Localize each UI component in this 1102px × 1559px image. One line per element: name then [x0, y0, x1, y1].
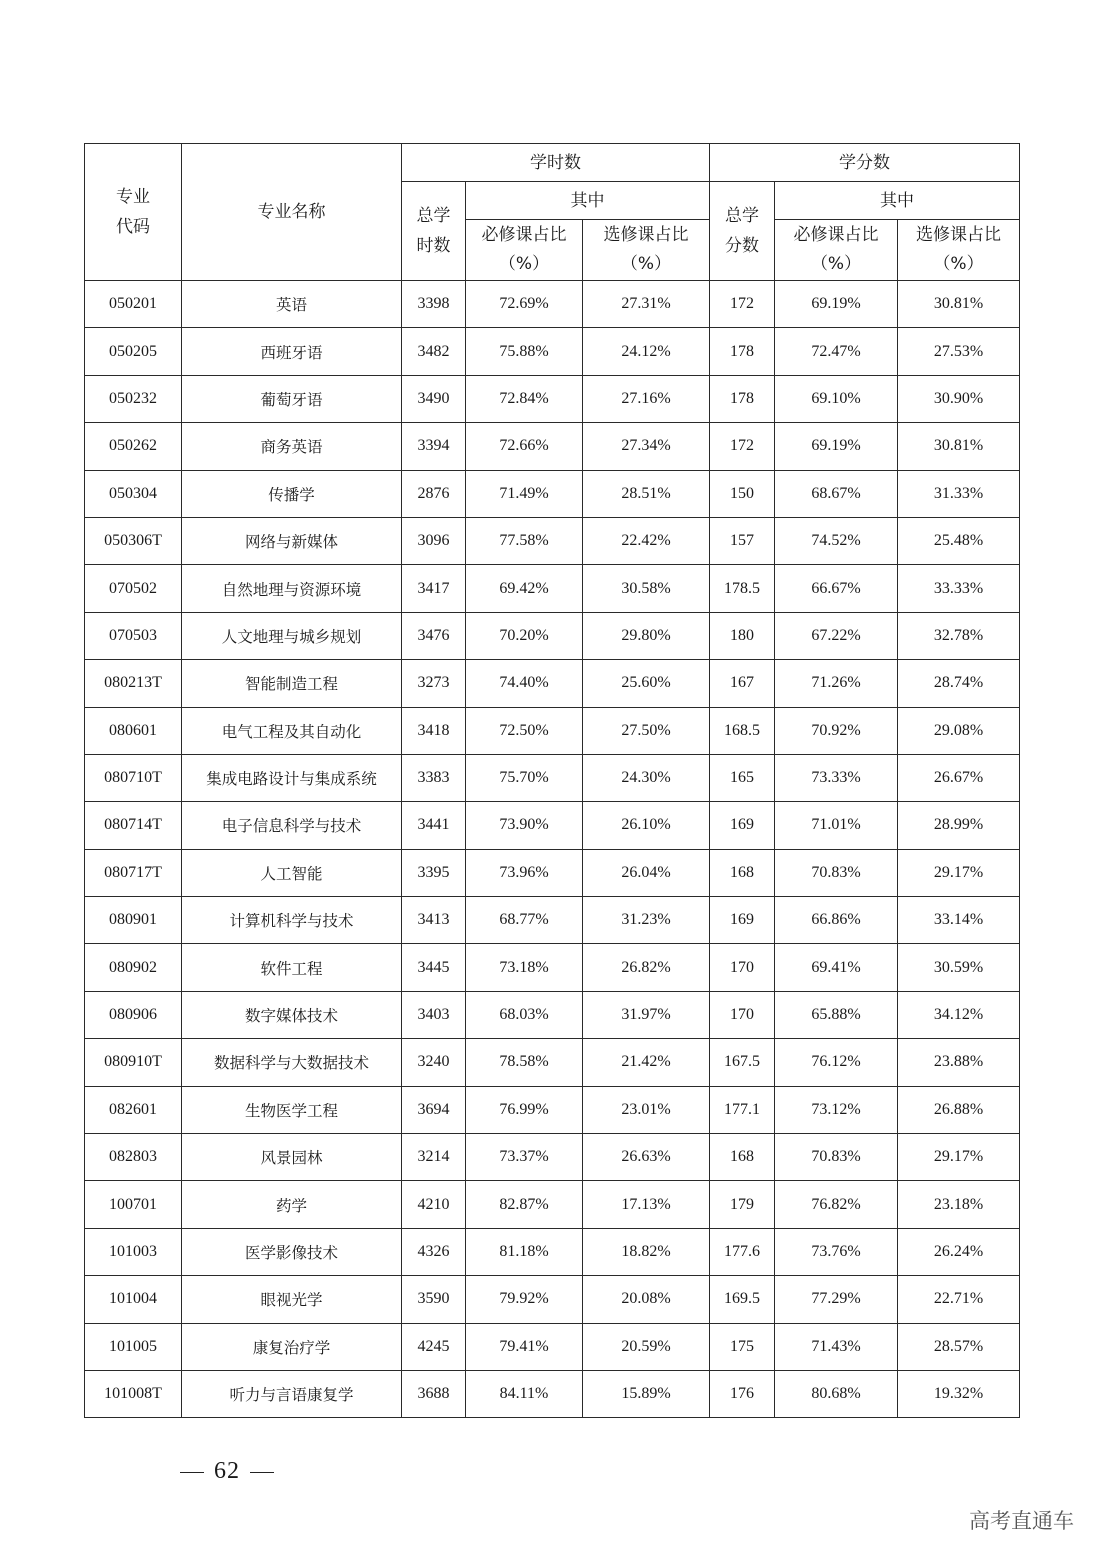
cell-hours-required: 78.58%	[466, 1039, 583, 1086]
table-row	[85, 375, 1020, 422]
cell-hours-elective: 26.04%	[583, 849, 710, 896]
cell-credits-required: 69.19%	[775, 281, 898, 328]
cell-name: 软件工程	[182, 944, 402, 991]
cell-name: 自然地理与资源环境	[182, 565, 402, 612]
cell-name: 人文地理与城乡规划	[182, 612, 402, 659]
table-row	[85, 754, 1020, 801]
cell-credits-total: 169	[710, 897, 775, 944]
header-hours-elective: 选修课占比 （%）	[583, 220, 710, 281]
cell-credits-required: 70.83%	[775, 849, 898, 896]
curriculum-table	[84, 143, 1020, 1418]
cell-hours-required: 76.99%	[466, 1086, 583, 1133]
cell-hours-total: 3403	[402, 991, 466, 1038]
cell-credits-required: 72.47%	[775, 328, 898, 375]
table-row	[85, 328, 1020, 375]
cell-name: 网络与新媒体	[182, 517, 402, 564]
cell-name: 英语	[182, 281, 402, 328]
cell-hours-total: 4326	[402, 1228, 466, 1275]
table-row	[85, 849, 1020, 896]
cell-credits-required: 66.86%	[775, 897, 898, 944]
cell-hours-required: 73.37%	[466, 1134, 583, 1181]
cell-credits-required: 65.88%	[775, 991, 898, 1038]
cell-hours-total: 3395	[402, 849, 466, 896]
cell-hours-elective: 25.60%	[583, 660, 710, 707]
cell-hours-required: 82.87%	[466, 1181, 583, 1228]
header-hours-of-which: 其中	[466, 182, 710, 220]
table-row	[85, 1039, 1020, 1086]
cell-hours-elective: 20.59%	[583, 1323, 710, 1370]
cell-code: 070502	[85, 565, 182, 612]
cell-credits-elective: 29.17%	[898, 1134, 1020, 1181]
cell-name: 康复治疗学	[182, 1323, 402, 1370]
cell-credits-elective: 29.17%	[898, 849, 1020, 896]
header-name: 专业名称	[182, 144, 402, 281]
cell-hours-elective: 23.01%	[583, 1086, 710, 1133]
cell-hours-elective: 26.82%	[583, 944, 710, 991]
cell-hours-elective: 31.23%	[583, 897, 710, 944]
cell-credits-total: 168	[710, 1134, 775, 1181]
table-row	[85, 423, 1020, 470]
cell-hours-elective: 22.42%	[583, 517, 710, 564]
cell-credits-required: 71.01%	[775, 802, 898, 849]
cell-hours-elective: 26.63%	[583, 1134, 710, 1181]
cell-credits-total: 176	[710, 1370, 775, 1417]
cell-credits-total: 170	[710, 991, 775, 1038]
cell-hours-total: 3240	[402, 1039, 466, 1086]
cell-code: 080902	[85, 944, 182, 991]
cell-credits-elective: 27.53%	[898, 328, 1020, 375]
cell-credits-total: 178	[710, 375, 775, 422]
cell-credits-elective: 33.14%	[898, 897, 1020, 944]
cell-credits-elective: 30.90%	[898, 375, 1020, 422]
header-hours-group: 学时数	[402, 144, 710, 182]
cell-code: 100701	[85, 1181, 182, 1228]
cell-credits-total: 167	[710, 660, 775, 707]
cell-code: 082601	[85, 1086, 182, 1133]
cell-credits-elective: 23.88%	[898, 1039, 1020, 1086]
cell-hours-elective: 18.82%	[583, 1228, 710, 1275]
cell-credits-required: 68.67%	[775, 470, 898, 517]
cell-credits-required: 73.33%	[775, 754, 898, 801]
cell-hours-total: 4245	[402, 1323, 466, 1370]
cell-credits-required: 71.43%	[775, 1323, 898, 1370]
cell-name: 药学	[182, 1181, 402, 1228]
cell-credits-required: 69.10%	[775, 375, 898, 422]
table-row	[85, 1276, 1020, 1323]
table-row	[85, 660, 1020, 707]
cell-code: 101004	[85, 1276, 182, 1323]
cell-credits-elective: 30.81%	[898, 281, 1020, 328]
cell-name: 数字媒体技术	[182, 991, 402, 1038]
page-footer	[170, 1458, 284, 1485]
cell-hours-elective: 24.30%	[583, 754, 710, 801]
cell-credits-total: 175	[710, 1323, 775, 1370]
header-code: 专业 代码	[85, 144, 182, 281]
table-row	[85, 1370, 1020, 1417]
cell-hours-elective: 24.12%	[583, 328, 710, 375]
cell-credits-required: 69.41%	[775, 944, 898, 991]
cell-hours-required: 79.92%	[466, 1276, 583, 1323]
cell-name: 听力与言语康复学	[182, 1370, 402, 1417]
cell-hours-elective: 30.58%	[583, 565, 710, 612]
cell-credits-total: 177.6	[710, 1228, 775, 1275]
header-hours-required: 必修课占比 （%）	[466, 220, 583, 281]
cell-code: 050201	[85, 281, 182, 328]
cell-credits-total: 150	[710, 470, 775, 517]
cell-hours-required: 75.88%	[466, 328, 583, 375]
cell-name: 电气工程及其自动化	[182, 707, 402, 754]
cell-credits-total: 177.1	[710, 1086, 775, 1133]
cell-hours-total: 3096	[402, 517, 466, 564]
cell-name: 医学影像技术	[182, 1228, 402, 1275]
cell-credits-elective: 26.67%	[898, 754, 1020, 801]
cell-credits-total: 169.5	[710, 1276, 775, 1323]
cell-name: 计算机科学与技术	[182, 897, 402, 944]
cell-hours-required: 75.70%	[466, 754, 583, 801]
cell-hours-elective: 31.97%	[583, 991, 710, 1038]
header-hours-total: 总学 时数	[402, 182, 466, 281]
cell-credits-elective: 22.71%	[898, 1276, 1020, 1323]
cell-hours-required: 73.90%	[466, 802, 583, 849]
header-credits-elective: 选修课占比 （%）	[898, 220, 1020, 281]
cell-hours-total: 3418	[402, 707, 466, 754]
page-number: 62	[214, 1458, 240, 1484]
cell-code: 050306T	[85, 517, 182, 564]
cell-hours-total: 3476	[402, 612, 466, 659]
cell-hours-required: 72.50%	[466, 707, 583, 754]
table-row	[85, 1181, 1020, 1228]
table-row	[85, 802, 1020, 849]
cell-name: 商务英语	[182, 423, 402, 470]
cell-hours-required: 79.41%	[466, 1323, 583, 1370]
cell-credits-elective: 31.33%	[898, 470, 1020, 517]
cell-code: 080710T	[85, 754, 182, 801]
cell-credits-total: 180	[710, 612, 775, 659]
cell-credits-required: 73.76%	[775, 1228, 898, 1275]
cell-hours-total: 3590	[402, 1276, 466, 1323]
cell-credits-elective: 30.81%	[898, 423, 1020, 470]
cell-hours-elective: 26.10%	[583, 802, 710, 849]
cell-hours-required: 72.69%	[466, 281, 583, 328]
cell-name: 电子信息科学与技术	[182, 802, 402, 849]
cell-code: 050262	[85, 423, 182, 470]
table-row	[85, 1323, 1020, 1370]
cell-name: 人工智能	[182, 849, 402, 896]
footer-dash-right	[250, 1472, 274, 1474]
cell-hours-total: 3694	[402, 1086, 466, 1133]
cell-credits-required: 70.92%	[775, 707, 898, 754]
cell-name: 西班牙语	[182, 328, 402, 375]
cell-credits-elective: 25.48%	[898, 517, 1020, 564]
cell-hours-required: 72.84%	[466, 375, 583, 422]
cell-credits-total: 170	[710, 944, 775, 991]
cell-hours-total: 3688	[402, 1370, 466, 1417]
cell-code: 101005	[85, 1323, 182, 1370]
header-credits-required: 必修课占比 （%）	[775, 220, 898, 281]
cell-credits-elective: 28.99%	[898, 802, 1020, 849]
cell-hours-required: 69.42%	[466, 565, 583, 612]
cell-credits-elective: 33.33%	[898, 565, 1020, 612]
cell-hours-total: 3383	[402, 754, 466, 801]
cell-credits-total: 179	[710, 1181, 775, 1228]
cell-hours-required: 72.66%	[466, 423, 583, 470]
cell-credits-total: 168	[710, 849, 775, 896]
cell-hours-required: 68.77%	[466, 897, 583, 944]
cell-name: 生物医学工程	[182, 1086, 402, 1133]
cell-credits-elective: 26.88%	[898, 1086, 1020, 1133]
cell-code: 080601	[85, 707, 182, 754]
cell-hours-elective: 15.89%	[583, 1370, 710, 1417]
cell-code: 050304	[85, 470, 182, 517]
cell-credits-total: 157	[710, 517, 775, 564]
cell-credits-required: 70.83%	[775, 1134, 898, 1181]
cell-hours-total: 3482	[402, 328, 466, 375]
cell-credits-required: 74.52%	[775, 517, 898, 564]
cell-credits-elective: 28.57%	[898, 1323, 1020, 1370]
footer-dash-left	[180, 1472, 204, 1474]
cell-hours-elective: 20.08%	[583, 1276, 710, 1323]
cell-name: 智能制造工程	[182, 660, 402, 707]
cell-credits-total: 167.5	[710, 1039, 775, 1086]
table-row	[85, 991, 1020, 1038]
cell-hours-required: 70.20%	[466, 612, 583, 659]
header-credits-of-which: 其中	[775, 182, 1020, 220]
cell-credits-elective: 28.74%	[898, 660, 1020, 707]
table-row	[85, 470, 1020, 517]
cell-credits-elective: 30.59%	[898, 944, 1020, 991]
cell-code: 080910T	[85, 1039, 182, 1086]
cell-credits-elective: 34.12%	[898, 991, 1020, 1038]
cell-code: 101008T	[85, 1370, 182, 1417]
watermark: 高考直通车	[969, 1509, 1074, 1533]
cell-credits-required: 73.12%	[775, 1086, 898, 1133]
cell-credits-elective: 23.18%	[898, 1181, 1020, 1228]
cell-hours-total: 3398	[402, 281, 466, 328]
cell-code: 082803	[85, 1134, 182, 1181]
cell-hours-required: 84.11%	[466, 1370, 583, 1417]
cell-credits-required: 71.26%	[775, 660, 898, 707]
cell-name: 风景园林	[182, 1134, 402, 1181]
cell-hours-required: 73.96%	[466, 849, 583, 896]
cell-credits-required: 77.29%	[775, 1276, 898, 1323]
cell-code: 080714T	[85, 802, 182, 849]
cell-hours-required: 74.40%	[466, 660, 583, 707]
cell-hours-total: 3490	[402, 375, 466, 422]
cell-credits-total: 172	[710, 281, 775, 328]
cell-hours-elective: 28.51%	[583, 470, 710, 517]
cell-credits-elective: 26.24%	[898, 1228, 1020, 1275]
cell-credits-elective: 32.78%	[898, 612, 1020, 659]
cell-hours-total: 3441	[402, 802, 466, 849]
cell-code: 070503	[85, 612, 182, 659]
cell-credits-total: 178.5	[710, 565, 775, 612]
table-row	[85, 944, 1020, 991]
table-row	[85, 1086, 1020, 1133]
cell-hours-total: 2876	[402, 470, 466, 517]
cell-code: 080901	[85, 897, 182, 944]
cell-credits-required: 76.82%	[775, 1181, 898, 1228]
cell-name: 眼视光学	[182, 1276, 402, 1323]
cell-hours-required: 77.58%	[466, 517, 583, 564]
table-body	[85, 281, 1020, 1418]
cell-code: 080906	[85, 991, 182, 1038]
cell-hours-total: 3413	[402, 897, 466, 944]
table-row	[85, 1134, 1020, 1181]
cell-credits-required: 67.22%	[775, 612, 898, 659]
cell-hours-elective: 17.13%	[583, 1181, 710, 1228]
cell-credits-required: 76.12%	[775, 1039, 898, 1086]
cell-name: 葡萄牙语	[182, 375, 402, 422]
cell-name: 数据科学与大数据技术	[182, 1039, 402, 1086]
cell-hours-elective: 27.34%	[583, 423, 710, 470]
cell-hours-total: 3273	[402, 660, 466, 707]
cell-credits-total: 169	[710, 802, 775, 849]
cell-code: 080213T	[85, 660, 182, 707]
table-row	[85, 565, 1020, 612]
cell-code: 080717T	[85, 849, 182, 896]
cell-code: 050205	[85, 328, 182, 375]
table-row	[85, 612, 1020, 659]
cell-name: 集成电路设计与集成系统	[182, 754, 402, 801]
cell-credits-required: 69.19%	[775, 423, 898, 470]
table-row	[85, 281, 1020, 328]
cell-credits-elective: 19.32%	[898, 1370, 1020, 1417]
cell-hours-total: 3445	[402, 944, 466, 991]
table-header	[85, 144, 1020, 281]
cell-hours-elective: 27.16%	[583, 375, 710, 422]
cell-hours-elective: 29.80%	[583, 612, 710, 659]
cell-hours-required: 68.03%	[466, 991, 583, 1038]
cell-credits-total: 168.5	[710, 707, 775, 754]
cell-credits-elective: 29.08%	[898, 707, 1020, 754]
cell-name: 传播学	[182, 470, 402, 517]
cell-hours-required: 71.49%	[466, 470, 583, 517]
cell-credits-total: 172	[710, 423, 775, 470]
cell-hours-total: 3214	[402, 1134, 466, 1181]
table-row	[85, 707, 1020, 754]
cell-hours-total: 4210	[402, 1181, 466, 1228]
header-credits-group: 学分数	[710, 144, 1020, 182]
cell-code: 101003	[85, 1228, 182, 1275]
cell-credits-total: 178	[710, 328, 775, 375]
cell-credits-required: 80.68%	[775, 1370, 898, 1417]
cell-hours-total: 3417	[402, 565, 466, 612]
cell-code: 050232	[85, 375, 182, 422]
cell-hours-elective: 27.31%	[583, 281, 710, 328]
table-row	[85, 517, 1020, 564]
cell-hours-total: 3394	[402, 423, 466, 470]
cell-hours-required: 73.18%	[466, 944, 583, 991]
cell-credits-total: 165	[710, 754, 775, 801]
cell-hours-elective: 21.42%	[583, 1039, 710, 1086]
cell-hours-required: 81.18%	[466, 1228, 583, 1275]
cell-credits-required: 66.67%	[775, 565, 898, 612]
table-row	[85, 897, 1020, 944]
cell-hours-elective: 27.50%	[583, 707, 710, 754]
header-credits-total: 总学 分数	[710, 182, 775, 281]
table-row	[85, 1228, 1020, 1275]
